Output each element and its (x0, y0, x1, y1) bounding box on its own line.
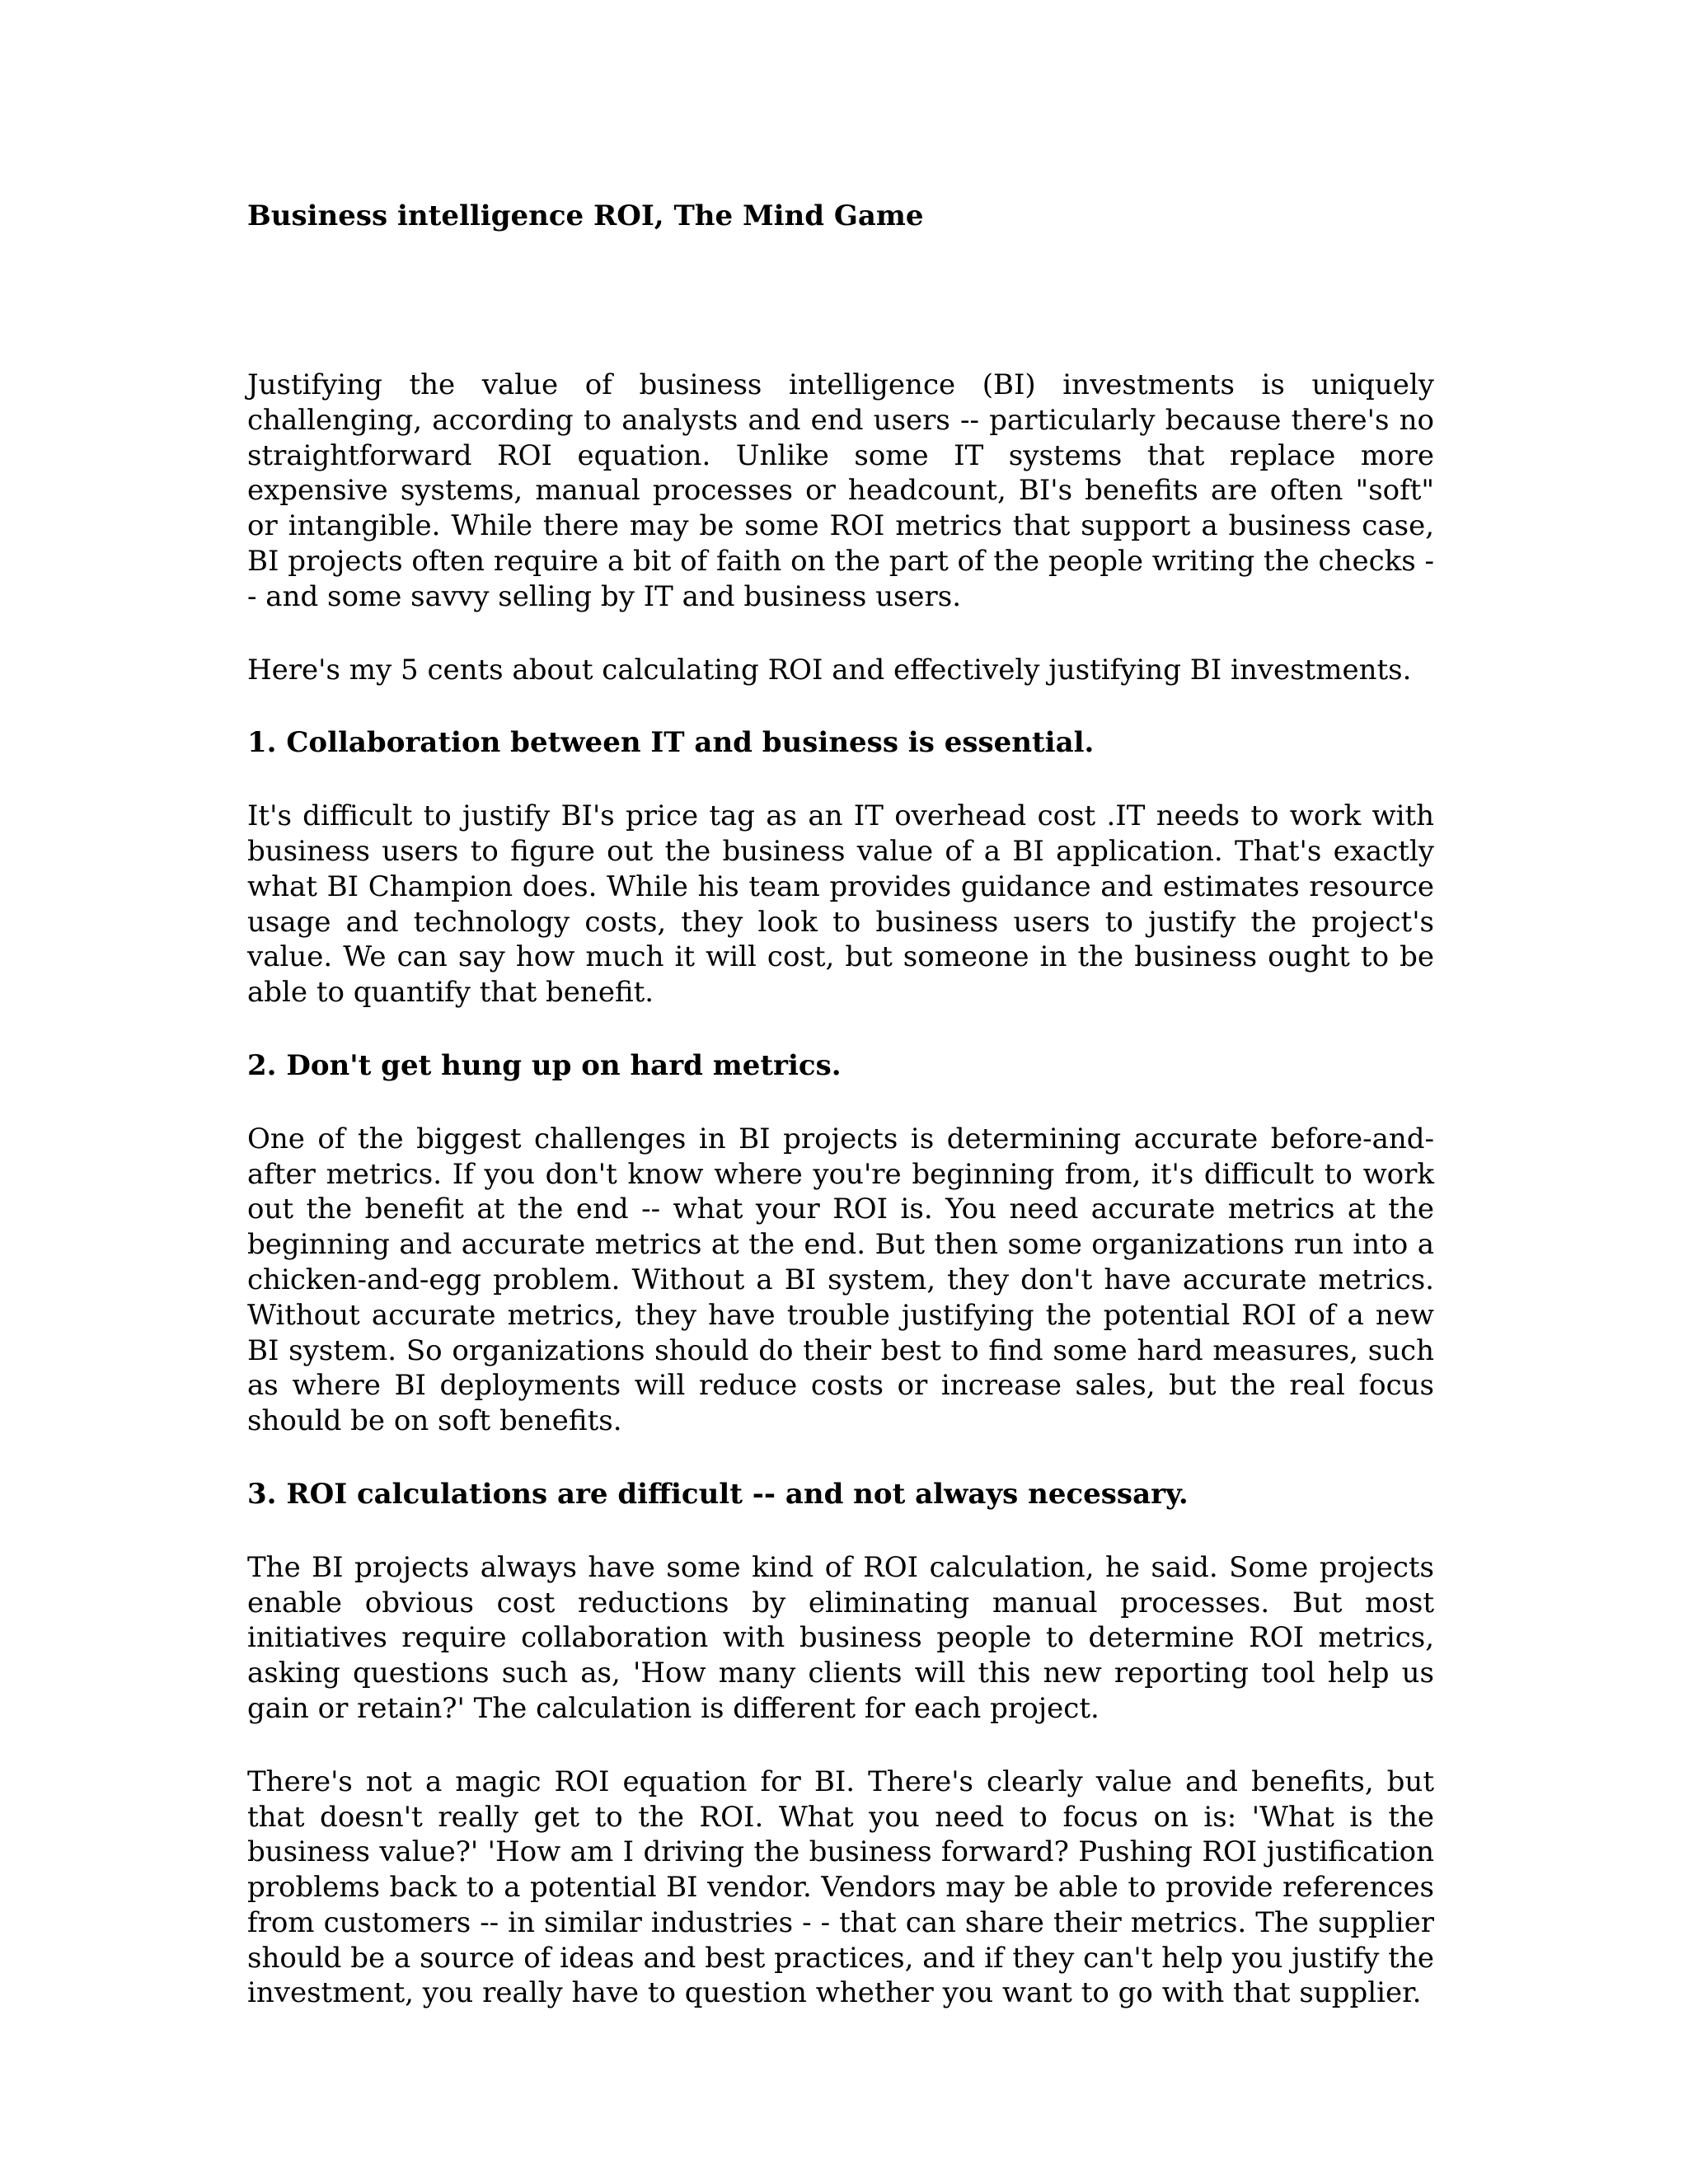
section-paragraph-collaboration: It's difficult to justify BI's price tag as an IT overhead cost .IT needs to work with business users to figure out the business value of a BI application. That's exactly what BI Champion does. While his team provides guidance and estimates resource usage and technology costs, they look to business users to justify the project's value. We can say how much it will cost, but someone in the business ought to be able to quantify that benefit. (247, 799, 1434, 1010)
lead-paragraph: Here's my 5 cents about calculating ROI and effectively justifying BI investments. (247, 653, 1412, 687)
section-heading-roi-calculations: 3. ROI calculations are difficult -- and not always necessary. (247, 1477, 1189, 1511)
section-paragraph-hard-metrics: One of the biggest challenges in BI projects is determining accurate before-and-after metrics. If you don't know where you're beginning from, it's difficult to work out the benefit at the end -- what your ROI is. You need accurate metrics at the beginning and accurate metrics at the end. But then some organizations run into a chicken-and-egg problem. Without a BI system, they don't have accurate metrics. Without accurate metrics, they have trouble justifying the potential ROI of a new BI system. So organizations should do their best to find some hard measures, such as where BI deployments will reduce costs or increase sales, but the real focus should be on soft benefits. (247, 1122, 1434, 1438)
section-paragraph-roi-equation: There's not a magic ROI equation for BI. There's clearly value and benefits, but that doesn't really get to the ROI. What you need to focus on is: 'What is the business value?' 'How am I driving the business forward? Pushing ROI justification problems back to a potential BI vendor. Vendors may be able to provide references from customers -- in similar industries - - that can share their metrics. The supplier should be a source of ideas and best practices, and if they can't help you justify the investment, you really have to question whether you want to go with that supplier. (247, 1765, 1434, 2010)
intro-paragraph: Justifying the value of business intelligence (BI) investments is uniquely challenging, according to analysts and end users -- particularly because there's no straightforward ROI equation. Unlike some IT systems that replace more expensive systems, manual processes or headcount, BI's benefits are often "soft" or intangible. While there may be some ROI metrics that support a business case, BI projects often require a bit of faith on the part of the people writing the checks -- and some savvy selling by IT and business users. (247, 368, 1434, 613)
document-body (247, 196, 1434, 2049)
section-heading-collaboration: 1. Collaboration between IT and business is essential. (247, 726, 1095, 760)
section-paragraph-roi-calculations: The BI projects always have some kind of ROI calculation, he said. Some projects enable obvious cost reductions by eliminating manual processes. But most initiatives require collaboration with business people to determine ROI metrics, asking questions such as, 'How many clients will this new reporting tool help us gain or retain?' The calculation is different for each project. (247, 1550, 1434, 1725)
section-heading-hard-metrics: 2. Don't get hung up on hard metrics. (247, 1048, 842, 1082)
document-title: Business intelligence ROI, The Mind Game (247, 199, 924, 232)
